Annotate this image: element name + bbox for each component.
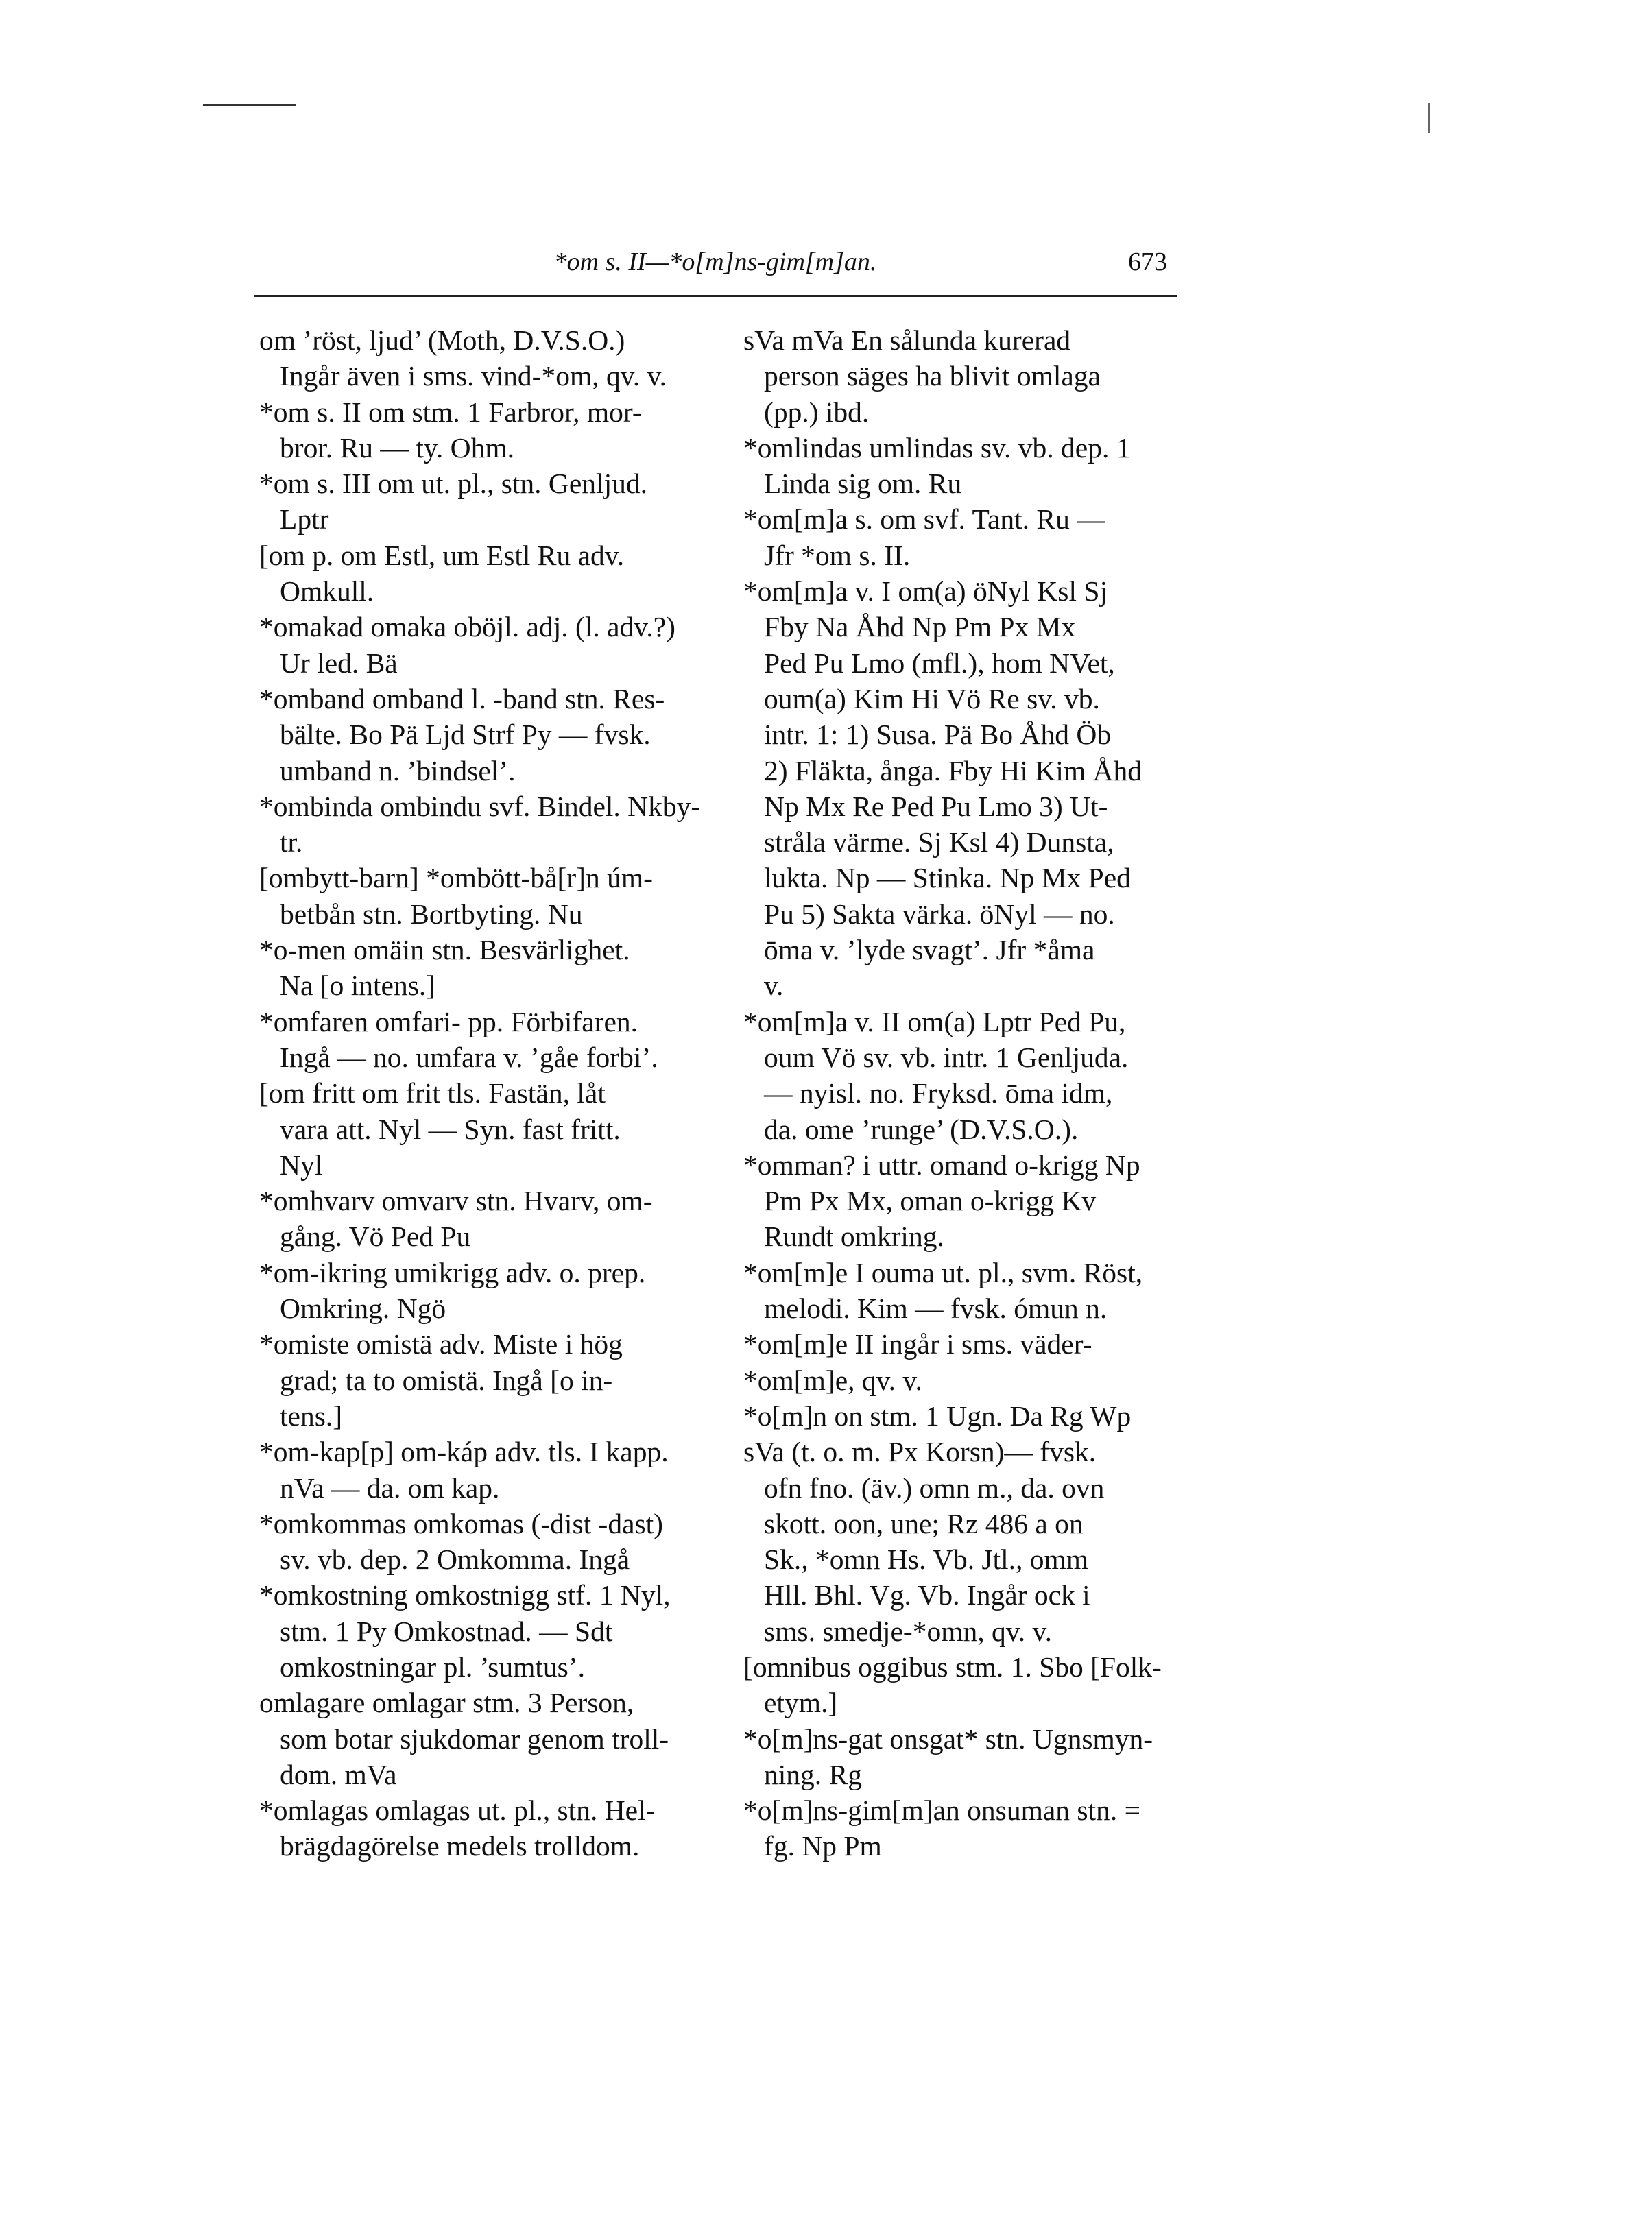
text-line: *omfaren omfari- pp. Förbifaren. (259, 1005, 638, 1037)
text-line: omlagare omlagar stm. 3 Person, (259, 1687, 634, 1719)
page-header (254, 247, 1177, 288)
text-line: Hll. Bhl. Vg. Vb. Ingår ock i (764, 1579, 1090, 1611)
text-line: *o[m]n on stm. 1 Ugn. Da Rg Wp (743, 1399, 1132, 1432)
text-line: nVa — da. om kap. (280, 1471, 500, 1504)
text-line: intr. 1: 1) Susa. Pä Bo Åhd Öb (764, 719, 1112, 751)
scan-mark-tick (1428, 103, 1430, 133)
text-line: *omkostning omkostnigg stf. 1 Nyl, (259, 1579, 671, 1611)
text-line: *o[m]ns-gat onsgat* stn. Ugnsmyn- (743, 1722, 1153, 1755)
text-line: *om[m]e, qv. v. (743, 1364, 922, 1396)
text-line: bror. Ru — ty. Ohm. (280, 431, 514, 464)
text-line: (pp.) ibd. (764, 396, 870, 428)
text-line: oum Vö sv. vb. intr. 1 Genljuda. (764, 1041, 1129, 1073)
text-line: *om-ikring umikrigg adv. o. prep. (259, 1256, 646, 1288)
text-line: grad; ta to omistä. Ingå [o in- (280, 1364, 613, 1396)
text-line: Linda sig om. Ru (764, 468, 962, 500)
text-line: *o-men omäin stn. Besvärlighet. (259, 934, 630, 966)
text-line: *omkommas omkomas (-dist -dast) (259, 1507, 664, 1539)
text-line: Ingå — no. umfara v. ’gåe forbi’. (280, 1041, 658, 1073)
text-line: *om[m]a v. I om(a) öNyl Ksl Sj (743, 575, 1108, 608)
text-line: gång. Vö Ped Pu (280, 1221, 471, 1253)
text-line: melodi. Kim — fvsk. ómun n. (764, 1293, 1108, 1325)
text-line: skott. oon, une; Rz 486 a on (764, 1507, 1084, 1539)
text-line: vara att. Nyl — Syn. fast fritt. (280, 1113, 621, 1145)
text-line: Nyl (280, 1149, 323, 1181)
text-line: Pm Px Mx, oman o-krigg Kv (764, 1185, 1097, 1217)
text-line: omkostningar pl. ’sumtus’. (280, 1650, 585, 1683)
text-line: Ped Pu Lmo (mfl.), hom NVet, (764, 647, 1115, 679)
text-line: *om s. III om ut. pl., stn. Genljud. (259, 468, 647, 500)
page-number: 673 (1128, 248, 1167, 276)
text-line: *omhvarv omvarv stn. Hvarv, om- (259, 1185, 653, 1217)
text-line: *omlindas umlindas sv. vb. dep. 1 (743, 431, 1131, 464)
text-line: *omman? i uttr. omand o-krigg Np (743, 1149, 1140, 1181)
text-line: sms. smedje-*omn, qv. v. (764, 1615, 1052, 1647)
text-line: *om[m]a v. II om(a) Lptr Ped Pu, (743, 1005, 1126, 1037)
text-line: 2) Fläkta, ånga. Fby Hi Kim Åhd (764, 754, 1142, 786)
text-line: umband n. ’bindsel’. (280, 754, 516, 786)
text-line: som botar sjukdomar genom troll- (280, 1722, 669, 1755)
text-line: v. (764, 970, 784, 1002)
text-line: [omnibus oggibus stm. 1. Sbo [Folk- (743, 1650, 1162, 1683)
text-line: *o[m]ns-gim[m]an onsuman stn. = (743, 1794, 1140, 1827)
text-line: Omkull. (280, 575, 374, 608)
text-line: *ombinda ombindu svf. Bindel. Nkby- (259, 790, 701, 822)
text-line: *om[m]e I ouma ut. pl., svm. Röst, (743, 1256, 1143, 1288)
text-line: *omiste omistä adv. Miste i hög (259, 1328, 623, 1360)
text-line: Pu 5) Sakta värka. öNyl — no. (764, 898, 1115, 930)
text-line: *omlagas omlagas ut. pl., stn. Hel- (259, 1794, 656, 1827)
text-line: bälte. Bo Pä Ljd Strf Py — fvsk. (280, 719, 651, 751)
text-line: ofn fno. (äv.) omn m., da. ovn (764, 1471, 1105, 1504)
running-title: *om s. II—*o[m]ns-gim[m]an. (553, 248, 877, 276)
left-column (259, 322, 719, 1864)
text-line: sVa (t. o. m. Px Korsn)— fvsk. (743, 1436, 1097, 1468)
scan-mark-dash (203, 104, 296, 106)
text-line: betbån stn. Bortbyting. Nu (280, 898, 583, 930)
text-line: stråla värme. Sj Ksl 4) Dunsta, (764, 826, 1114, 858)
text-line: *om s. II om stm. 1 Farbror, mor- (259, 396, 642, 428)
text-line: om ’röst, ljud’ (Moth, D.V.S.O.) (259, 324, 625, 356)
text-line: *om[m]a s. om svf. Tant. Ru — (743, 503, 1105, 536)
text-line: brägdagörelse medels trolldom. (280, 1830, 640, 1862)
text-line: *omakad omaka oböjl. adj. (l. adv.?) (259, 611, 675, 643)
header-rule (254, 295, 1177, 297)
text-line: Fby Na Åhd Np Pm Px Mx (764, 611, 1076, 643)
text-line: Lptr (280, 503, 329, 536)
text-line: *om-kap[p] om-káp adv. tls. I kapp. (259, 1436, 669, 1468)
text-line: person säges ha blivit omlaga (764, 360, 1101, 392)
text-line: sv. vb. dep. 2 Omkomma. Ingå (280, 1543, 630, 1576)
text-line: ōma v. ’lyde svagt’. Jfr *åma (764, 934, 1095, 966)
text-line: *om[m]e II ingår i sms. väder- (743, 1328, 1092, 1360)
text-line: fg. Np Pm (764, 1830, 882, 1862)
text-line: tr. (280, 826, 303, 858)
text-line: etym.] (764, 1687, 838, 1719)
text-line: [om p. om Estl, um Estl Ru adv. (259, 539, 625, 571)
text-line: tens.] (280, 1399, 343, 1432)
text-line: Np Mx Re Ped Pu Lmo 3) Ut- (764, 790, 1108, 822)
text-line: lukta. Np — Stinka. Np Mx Ped (764, 862, 1131, 894)
text-line: Ur led. Bä (280, 647, 398, 679)
text-line: sVa mVa En sålunda kurerad (743, 324, 1071, 356)
text-line: *omband omband l. -band stn. Res- (259, 682, 665, 714)
text-line: Jfr *om s. II. (764, 539, 911, 571)
text-line: dom. mVa (280, 1758, 397, 1790)
text-line: [ombytt-barn] *ombött-bå[r]n úm- (259, 862, 653, 894)
text-line: Ingår även i sms. vind-*om, qv. v. (280, 360, 667, 392)
text-line: Omkring. Ngö (280, 1293, 446, 1325)
text-line: stm. 1 Py Omkostnad. — Sdt (280, 1615, 613, 1647)
text-line: da. ome ’runge’ (D.V.S.O.). (764, 1113, 1079, 1145)
text-line: Rundt omkring. (764, 1221, 944, 1253)
text-line: ning. Rg (764, 1758, 862, 1790)
text-line: Na [o intens.] (280, 970, 436, 1002)
text-line: — nyisl. no. Fryksd. ōma idm, (764, 1077, 1113, 1109)
text-line: [om fritt om frit tls. Fastän, låt (259, 1077, 606, 1109)
text-line: oum(a) Kim Hi Vö Re sv. vb. (764, 682, 1100, 714)
right-column (743, 322, 1203, 1864)
text-line: Sk., *omn Hs. Vb. Jtl., omm (764, 1543, 1089, 1576)
